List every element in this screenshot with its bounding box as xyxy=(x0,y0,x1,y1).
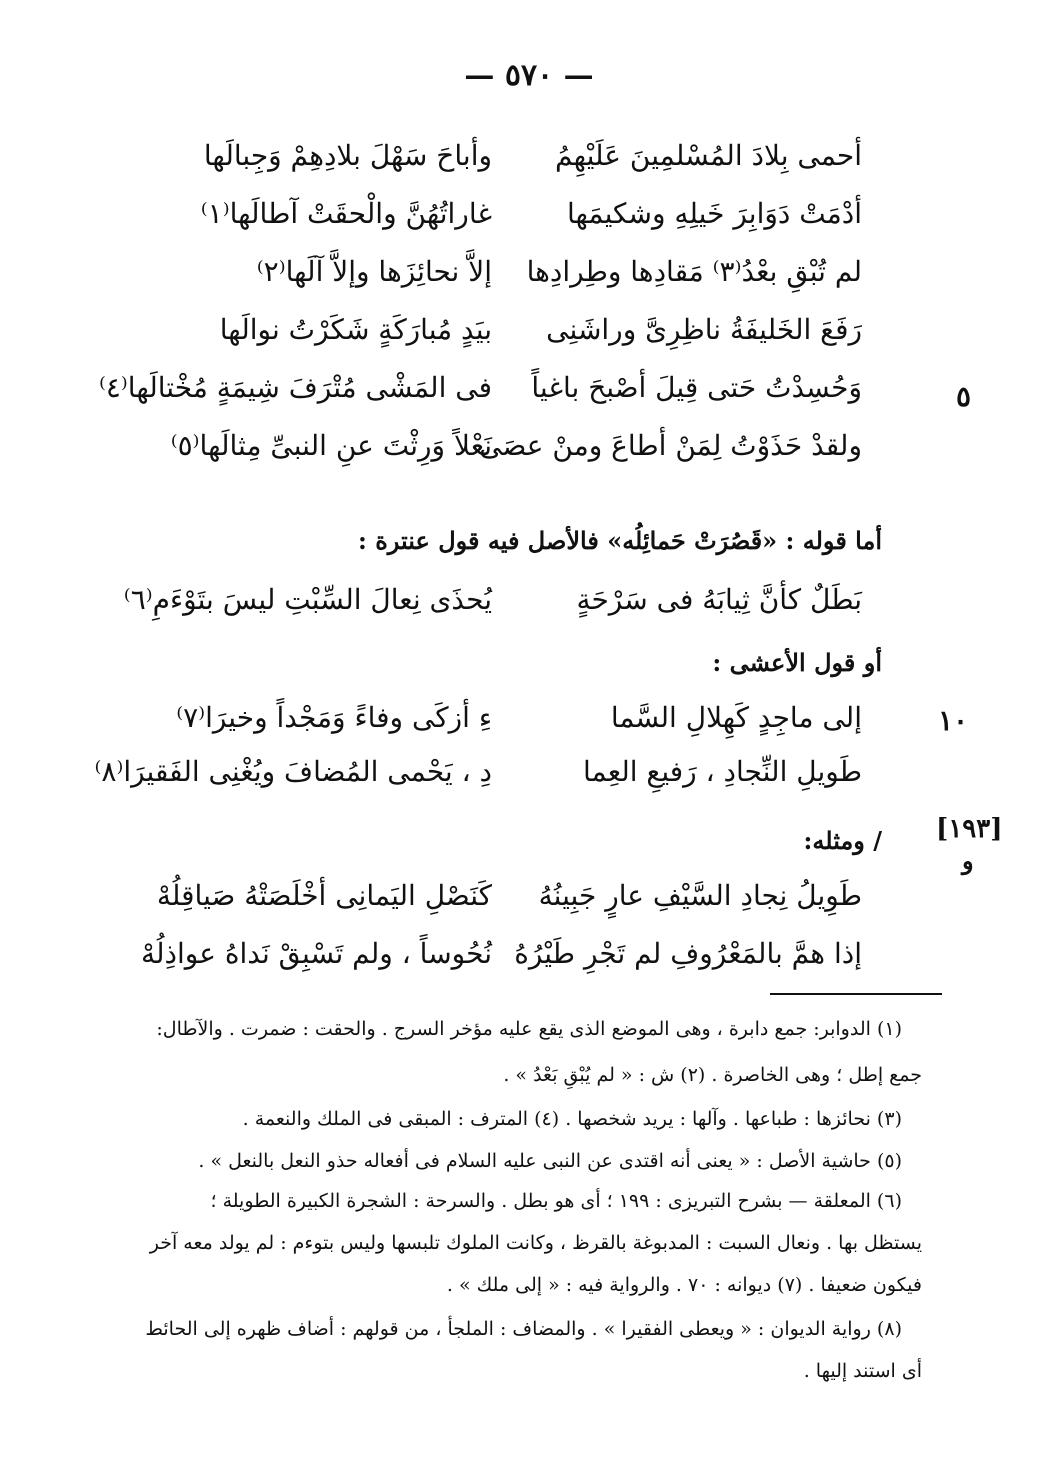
verse-second-hemistich: نُحُوساً ، ولم تَسْبِقْ نَداهُ عواذِلُهْ xyxy=(140,937,492,970)
verse-line xyxy=(162,244,862,300)
verse-second-hemistich: نَعْلاً وَرِثْتَ عنِ النبىِّ مِثالَها⁽٥⁾ xyxy=(170,429,492,462)
footnote-line: (٨) رواية الديوان : « ويعطى الفقيرا » . والمضاف : الملجأ ، من قولهم : أضاف ظهره إلى الحائط xyxy=(145,1318,902,1340)
verse-first-hemistich: إلى ماجِدٍ كَهِلالِ السَّما xyxy=(610,701,862,734)
verse-first-hemistich: ولقدْ حَذَوْتُ لِمَنْ أطاعَ ومنْ عصَى xyxy=(479,429,862,462)
footnote-line: (٥) حاشية الأصل : « يعنى أنه اقتدى عن النبى عليه السلام فى أفعاله حذو النعل بالنعل » . xyxy=(198,1150,902,1172)
verse-second-hemistich: يُحذَى نِعالَ السِّبْتِ ليسَ بتَوْءَمِ⁽٦⁾ xyxy=(123,583,492,616)
footnote-line: (١) الدوابر: جمع دابرة ، وهى الموضع الذى يقع عليه مؤخر السرج . والحقت : ضمرت . والآطال: xyxy=(156,1018,902,1040)
commentary-line: أو قول الأعشى : xyxy=(712,648,882,677)
verse-first-hemistich: أحمى بِلادَ المُسْلمِينَ عَلَيْهِمُ xyxy=(555,139,862,172)
commentary-line: أما قوله : «قَصُرَتْ حَمائِلُه» فالأصل فيه قول عنترة : xyxy=(358,526,882,555)
verse-second-hemistich: وأباحَ سَهْلَ بلادِهِمْ وَجِبالَها xyxy=(203,139,492,172)
line-number-marker: ١٠ xyxy=(938,704,969,737)
verse-first-hemistich: إذا همَّ بالمَعْرُوفِ لم تَجْرِ طَيْرُهُ xyxy=(514,937,862,970)
manuscript-folio-side: و xyxy=(962,846,974,875)
verse-line xyxy=(162,302,862,358)
verse-first-hemistich: أدْمَتْ دَوَابِرَ خَيلِهِ وشكيمَها xyxy=(566,197,862,230)
verse-line xyxy=(123,572,862,628)
verse-first-hemistich: وَحُسِدْتُ حَتى قِيلَ أصْبحَ باغياً xyxy=(531,371,862,404)
verse-first-hemistich: بَطَلٌ كأنَّ ثِيابَهُ فى سَرْحَةٍ xyxy=(576,583,862,616)
manuscript-folio-reference: [١٩٣] xyxy=(936,814,1003,844)
page-number: — ٥٧٠ — xyxy=(464,58,594,93)
verse-second-hemistich: بيَدٍ مُبارَكَةٍ شَكَرْتُ نوالَها xyxy=(219,313,492,346)
verse-second-hemistich: كَنَصْلِ اليَمانِى أخْلَصَتْهُ صَياقِلُهْ xyxy=(156,879,492,912)
verse-second-hemistich: إلاَّ نحائِزَها وإلاَّ آلَها⁽٢⁾ xyxy=(256,255,492,288)
verse-first-hemistich: لم تُبْقِ بعْدُ⁽٣⁾ مَقادِها وطِرادِها xyxy=(526,255,862,288)
verse-second-hemistich: دِ ، يَحْمى المُضافَ ويُغْنِى الفَقيرَا⁽٨⁾ xyxy=(94,755,492,788)
line-number-marker: ٥ xyxy=(956,380,972,413)
verse-line xyxy=(162,186,862,242)
commentary-line: / ومثله: xyxy=(803,826,882,855)
verse-line xyxy=(162,418,862,474)
footnote-line: (٣) نحائزها : طباعها . وآلها : يريد شخصها . (٤) المترف : المبقى فى الملك والنعمة . xyxy=(242,1108,902,1130)
footnote-line: أى استند إليها . xyxy=(803,1360,922,1382)
footnote-line: يستظل بها . ونعال السبت : المدبوغة بالقرظ ، وكانت الملوك تلبسها وليس بتوءم : لم يولد معه آخر xyxy=(149,1232,922,1254)
verse-first-hemistich: طَوِيلُ نِجادِ السَّيْفِ عارٍ جَبِينُهُ xyxy=(538,879,862,912)
footnote-separator xyxy=(770,993,942,995)
verse-first-hemistich: رَفَعَ الخَليفَةُ ناظِرِىَّ وراشَنِى xyxy=(546,313,862,346)
verse-line xyxy=(98,360,862,416)
verse-line xyxy=(162,128,862,184)
verse-first-hemistich: طَويلِ النِّجادِ ، رَفيعِ العِما xyxy=(582,755,862,788)
footnote-line: جمع إطل ؛ وهى الخاصرة . (٢) ش : « لم يُبْقِ بَعْدُ » . xyxy=(503,1064,922,1086)
footnote-line: فيكون ضعيفا . (٧) ديوانه : ٧٠ . والرواية فيه : « إلى ملك » . xyxy=(446,1274,922,1296)
verse-line xyxy=(140,926,862,982)
verse-second-hemistich: فى المَشْى مُتْرَفَ شِيمَةٍ مُخْتالَها⁽٤⁾ xyxy=(98,371,492,404)
verse-line xyxy=(156,868,862,924)
verse-second-hemistich: ءِ أزكَى وفاءً وَمَجْداً وخيرَا⁽٧⁾ xyxy=(176,701,492,734)
verse-line xyxy=(162,690,862,746)
footnote-line: (٦) المعلقة — بشرح التبريزى : ١٩٩ ؛ أى هو بطل . والسرحة : الشجرة الكبيرة الطويلة ؛ xyxy=(210,1190,902,1212)
verse-line xyxy=(94,744,862,800)
verse-second-hemistich: غاراتُهُنَّ والْحقَتْ آطالَها⁽١⁾ xyxy=(200,197,492,230)
